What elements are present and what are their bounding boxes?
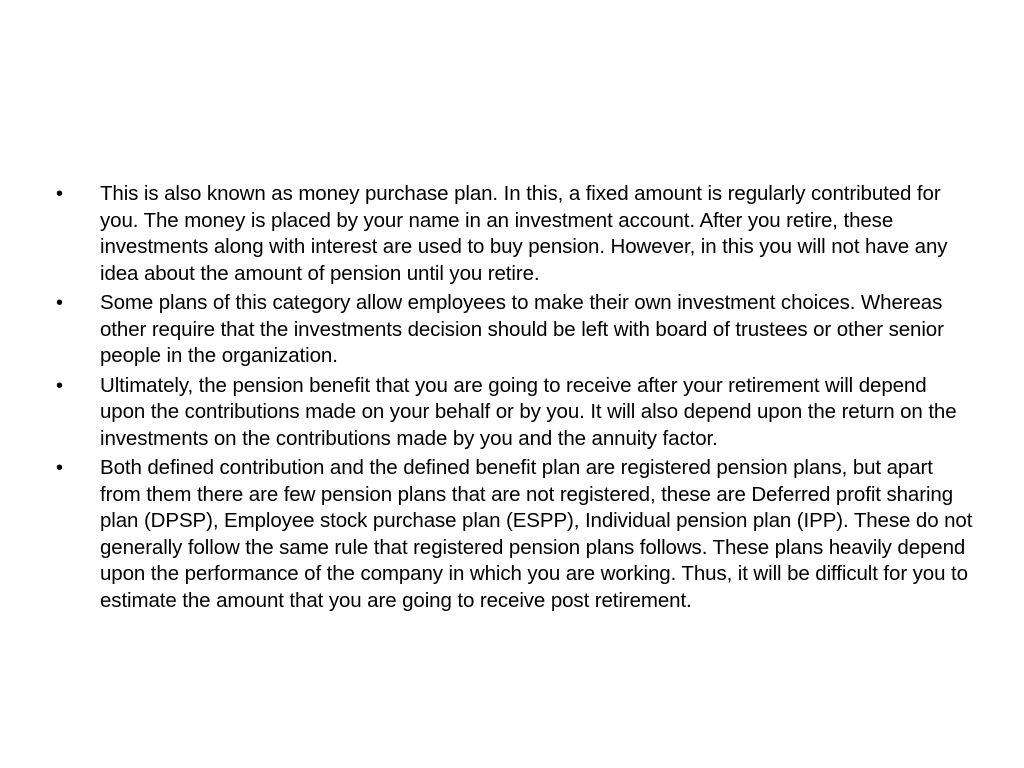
bullet-item-2 [56,290,976,370]
bullet-item-4 [56,455,976,614]
bullet-text: Some plans of this category allow employees to make their own investment choices. Whereas other require that the investments decision should be left with board of trustees or other senior people in the organization. [100,291,944,367]
bullet-text: Ultimately, the pension benefit that you are going to receive after your retirement will depend upon the contributions made on your behalf or by you. It will also depend upon the return on the investments on the contributions made by you and the annuity factor. [100,373,957,450]
bullet-list [56,181,976,617]
bullet-item-1 [56,181,976,287]
bullet-icon: • [56,183,63,205]
bullet-text: This is also known as money purchase plan. In this, a fixed amount is regularly contributed for you. The money is placed by your name in an investment account. After you retire, these investments along with interest are used to buy pension. However, in this you will not have any idea about the amount of pension until you retire. [100,182,948,285]
bullet-item-3 [56,373,976,453]
bullet-icon: • [56,374,63,397]
bullet-icon: • [56,457,63,479]
bullet-icon: • [56,292,63,314]
bullet-text: Both defined contribution and the defined benefit plan are registered pension plans, but apart from them there are few pension plans that are not registered, these are Deferred profit sharing plan (DPSP), Employee stock purchase plan (ESPP), Individual pension plan (IPP). These do not generally follow the same rule that registered pension plans follows. These plans heavily depend upon the performance of the company in which you are working. Thus, it will be difficult for you to estimate the amount that you are going to receive post retirement. [100,456,973,612]
